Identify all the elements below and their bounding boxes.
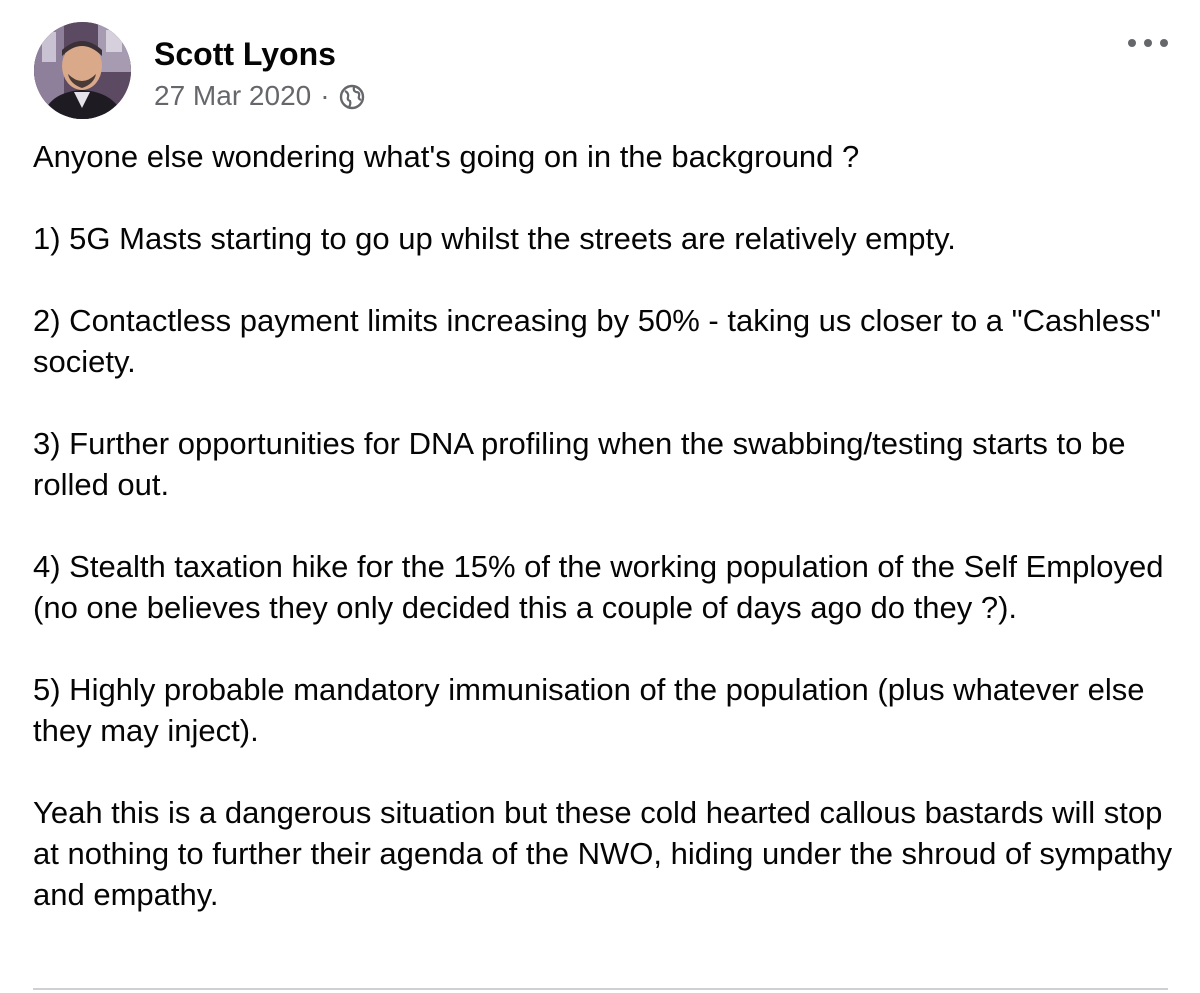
avatar[interactable] [34,22,131,119]
post-paragraph: 5) Highly probable mandatory immunisation of the population (plus whatever else they may inject). [33,672,1154,748]
globe-icon[interactable] [339,84,365,110]
post-paragraph: Anyone else wondering what's going on in the background ? [33,139,860,174]
author-name[interactable]: Scott Lyons [154,36,336,72]
meta-separator: · [320,80,330,111]
more-options-icon[interactable] [1128,28,1168,58]
more-dot [1144,39,1152,47]
more-dot [1160,39,1168,47]
post-paragraph: 4) Stealth taxation hike for the 15% of the working population of the Self Employed (no one believes they only decided this a couple of days ago do they ?). [33,549,1173,625]
post-body [33,136,1181,915]
post-paragraph: 1) 5G Masts starting to go up whilst the streets are relatively empty. [33,221,956,256]
more-dot [1128,39,1136,47]
post-paragraph: 3) Further opportunities for DNA profiling when the swabbing/testing starts to be rolled out. [33,426,1135,502]
post-date[interactable]: 27 Mar 2020 [154,80,312,111]
post-paragraph: 2) Contactless payment limits increasing by 50% - taking us closer to a "Cashless" society. [33,303,1170,379]
divider [33,988,1168,990]
post-meta [154,80,365,112]
avatar-image [34,22,131,119]
post-paragraph: Yeah this is a dangerous situation but these cold hearted callous bastards will stop at nothing to further their agenda of the NWO, hiding under the shroud of sympathy and empathy. [33,795,1181,912]
